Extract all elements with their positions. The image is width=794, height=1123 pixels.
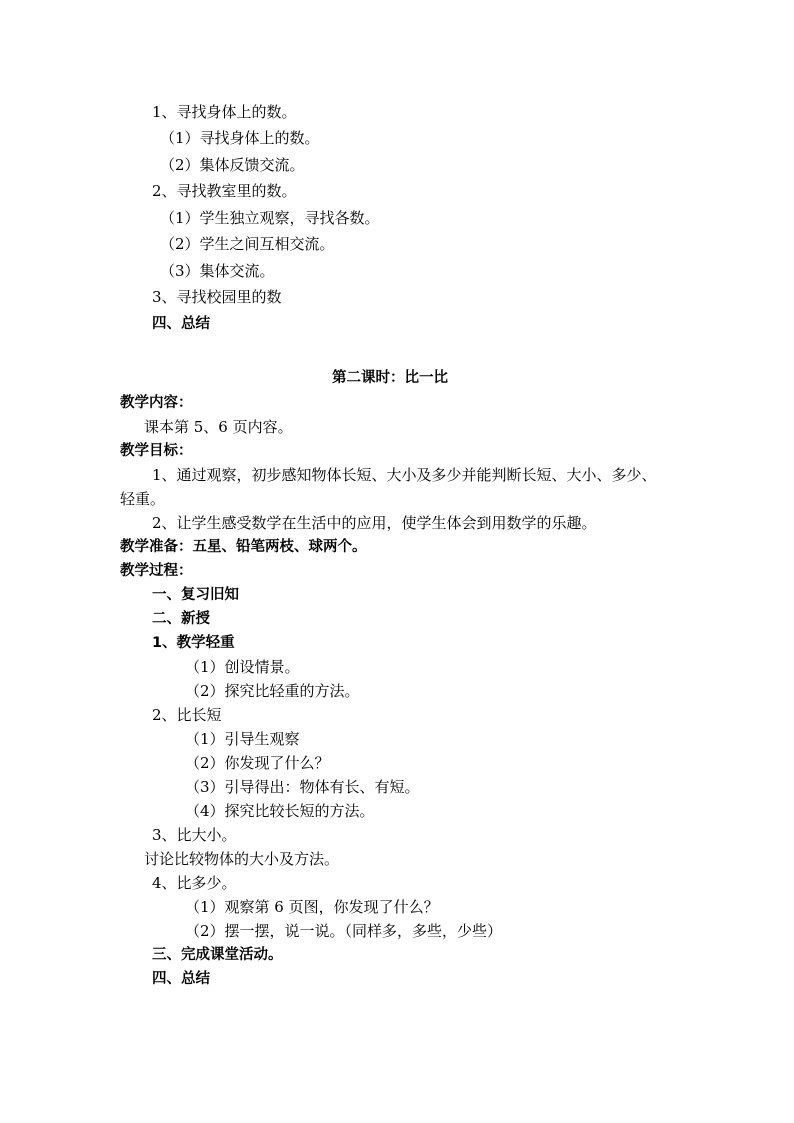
step-text: 讨论比较物体的大小及方法。 [144, 850, 340, 868]
sub-item: （1）引导生观察 [185, 730, 300, 748]
list-item: 2、寻找教室里的数。 [152, 182, 297, 200]
sub-item: （2）摆一摆，说一说。（同样多，多些，少些） [185, 922, 503, 940]
sub-item: （2）你发现了什么？ [185, 754, 330, 772]
list-item: 1、寻找身体上的数。 [152, 103, 297, 121]
sub-item: （1）创设情景。 [185, 658, 300, 676]
list-item: （1）寻找身体上的数。 [160, 129, 320, 147]
lesson-title: 第二课时：比一比 [332, 370, 448, 386]
section-heading: 二、新授 [152, 611, 210, 627]
step-heading: 2、比长短 [152, 706, 222, 724]
goal-item: 2、让学生感受数学在生活中的应用，使学生体会到用数学的乐趣。 [152, 514, 597, 532]
goal-item-continued: 轻重。 [120, 490, 166, 508]
step-heading: 1、教学轻重 [152, 635, 235, 651]
content-label: 教学内容： [120, 395, 193, 411]
step-heading: 4、比多少。 [152, 874, 237, 892]
section-heading: 三、完成课堂活动。 [152, 947, 283, 963]
sub-item: （3）引导得出：物体有长、有短。 [185, 778, 420, 796]
list-item: （1）学生独立观察，寻找各数。 [160, 209, 380, 227]
section-summary: 四、总结 [152, 316, 210, 332]
process-label: 教学过程： [120, 563, 193, 579]
section-heading: 一、复习旧知 [152, 587, 239, 603]
goal-label: 教学目标： [120, 443, 193, 459]
list-item: （2）学生之间互相交流。 [160, 235, 335, 253]
list-item: 3、寻找校园里的数 [152, 288, 282, 306]
list-item: （3）集体交流。 [160, 262, 275, 280]
sub-item: （1）观察第 6 页图，你发现了什么？ [185, 898, 439, 916]
step-heading: 3、比大小。 [152, 826, 237, 844]
content-text: 课本第 5、6 页内容。 [144, 418, 293, 436]
sub-item: （2）探究比轻重的方法。 [185, 682, 360, 700]
list-item: （2）集体反馈交流。 [160, 156, 305, 174]
section-summary: 四、总结 [152, 971, 210, 987]
goal-item: 1、通过观察，初步感知物体长短、大小及多少并能判断长短、大小、多少、 [152, 466, 657, 484]
prep-line: 教学准备：五星、铅笔两枝、球两个。 [120, 539, 367, 555]
sub-item: （4）探究比较长短的方法。 [185, 802, 375, 820]
